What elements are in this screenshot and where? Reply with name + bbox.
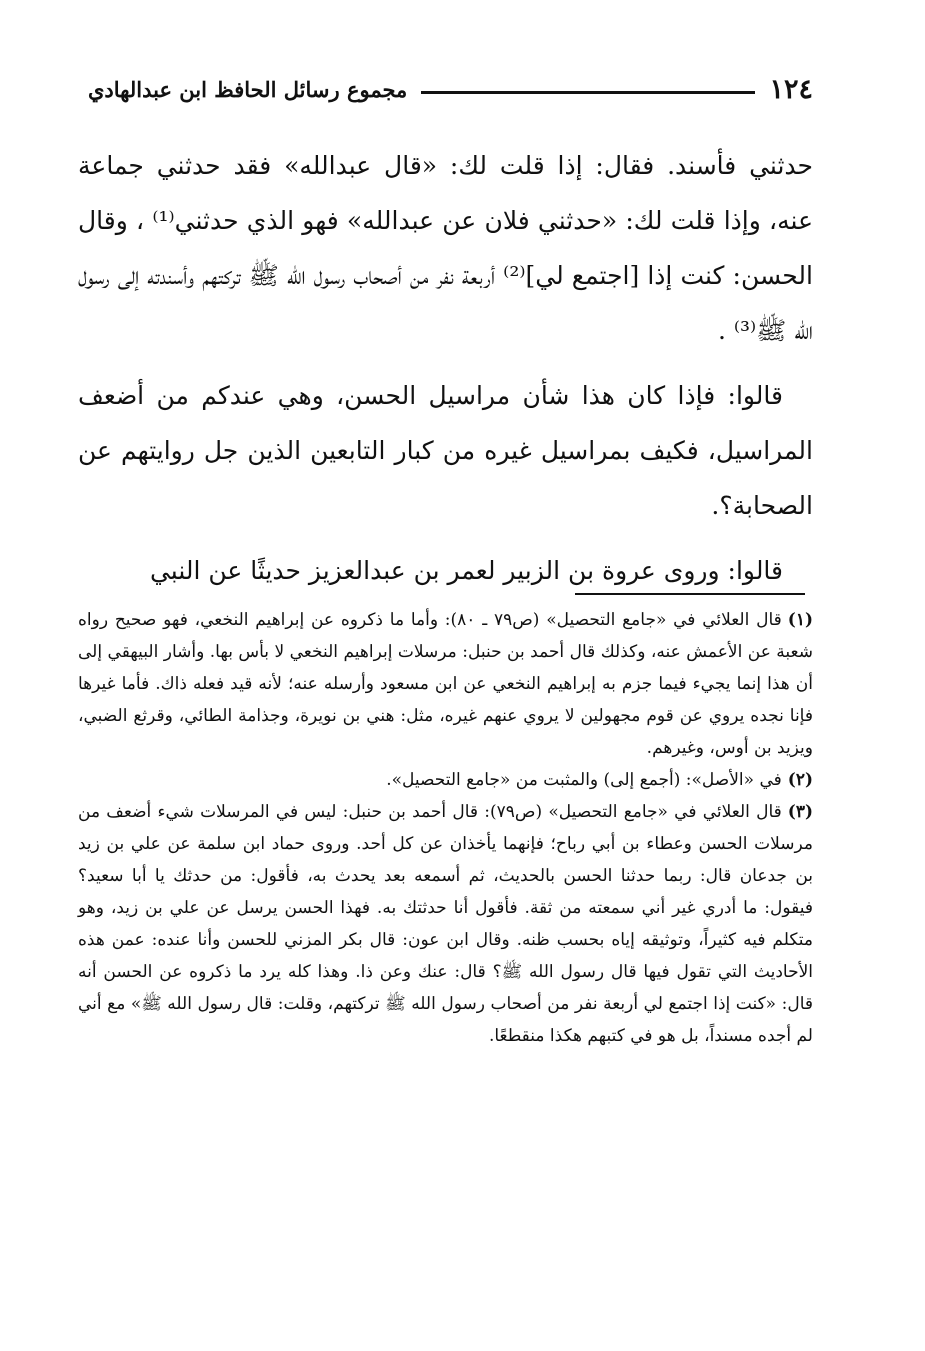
footnote-separator [575, 593, 805, 595]
footnote-text: في «الأصل»: (أجمع إلى) والمثبت من «جامع التحصيل». [386, 770, 782, 790]
footnote-text: قال العلائي في «جامع التحصيل» (ص٧٩ ـ ٨٠): وأما ما ذكروه عن إبراهيم النخعي، فهو صحيح رواه شعبة عن الأعمش عنه، وكذلك قال أحمد بن حنبل: مرسلات إبراهيم النخعي لا بأس بها. وأشار البيهقي إلى أن هذا إنما يجيء فيما جزم به إبراهيم النخعي عن ابن مسعود وأرسله عنه؛ لأنه قيد فعله ذاك. فأما غيرها فإنا نجده يروي عن قوم مجهولين لا يروي عنهم غيره، مثل: هني بن نويرة، وجذامة الطائي، وقرثع الضبي، ويزيد بن أوس، وغيرهم. [78, 610, 813, 758]
main-text [78, 138, 813, 608]
footnote-number: (١) [787, 610, 813, 630]
page-header [88, 74, 813, 105]
footnote-number: (٢) [787, 770, 813, 790]
footnote-item [78, 764, 813, 796]
paragraph: قالوا: فإذا كان هذا شأن مراسيل الحسن، وهي عندكم من أضعف المراسيل، فكيف بمراسيل غيره من كبار التابعين الذين جل روايتهم عن الصحابة؟. [78, 381, 813, 520]
page-number: ١٢٤ [769, 74, 813, 105]
paragraph: قالوا: وروى عروة بن الزبير لعمر بن عبدالعزيز حديثًا عن النبي [149, 556, 783, 585]
footnote-text: قال العلائي في «جامع التحصيل» (ص٧٩): قال أحمد بن حنبل: ليس في المرسلات شيء أضعف من مرسلات الحسن وعطاء بن أبي رباح؛ فإنهما يأخذان عن كل أحد. وروى حماد ابن سلمة عن علي بن زيد بن جدعان قال: ربما حدثنا الحسن بالحديث، ثم أسمعه بعد يحدث به، فأقول: من حدثك يا أبا سعيد؟ فيقول: ما أدري غير أني سمعته من ثقة. فأقول أنا حدثتك به. فهذا الحسن يرسل عن علي بن زيد، وهو متكلم فيه كثيراً، وتوثيقه إياه بحسب ظنه. وقال ابن عون: قال بكر المزني للحسن وأنا عنده: عمن هذه الأحاديث التي تقول فيها قال رسول الله ﷺ؟ قال: عنك وعن ذا. وهذا كله يرد ما ذكروه عن الحسن أنه قال: «كنت إذا اجتمع لي أربعة نفر من أصحاب رسول الله ﷺ تركتهم، وقلت: قال رسول الله ﷺ» مع أني لم أجده مسنداً، بل هو في كتبهم هكذا منقطعًا. [78, 802, 813, 1046]
footnote-number: (٣) [787, 802, 813, 822]
running-title: مجموع رسائل الحافظ ابن عبدالهادي [88, 77, 408, 102]
footnote-item [78, 796, 813, 1052]
paragraph: حدثني فأسند. فقال: إذا قلت لك: «قال عبدالله» فقد حدثني جماعة عنه، وإذا قلت لك: «حدثني فلان عن عبدالله» فهو الذي حدثني⁽¹⁾ ، وقال الحسن: كنت إذا [اجتمع لي]⁽²⁾ أربعة نفر من أصحاب رسول الله ﷺ تركتهم وأسندته إلى رسول الله ﷺ⁽³⁾ . [78, 151, 813, 345]
footnote-item [78, 604, 813, 764]
footnotes [78, 604, 813, 1052]
header-rule [421, 91, 755, 94]
